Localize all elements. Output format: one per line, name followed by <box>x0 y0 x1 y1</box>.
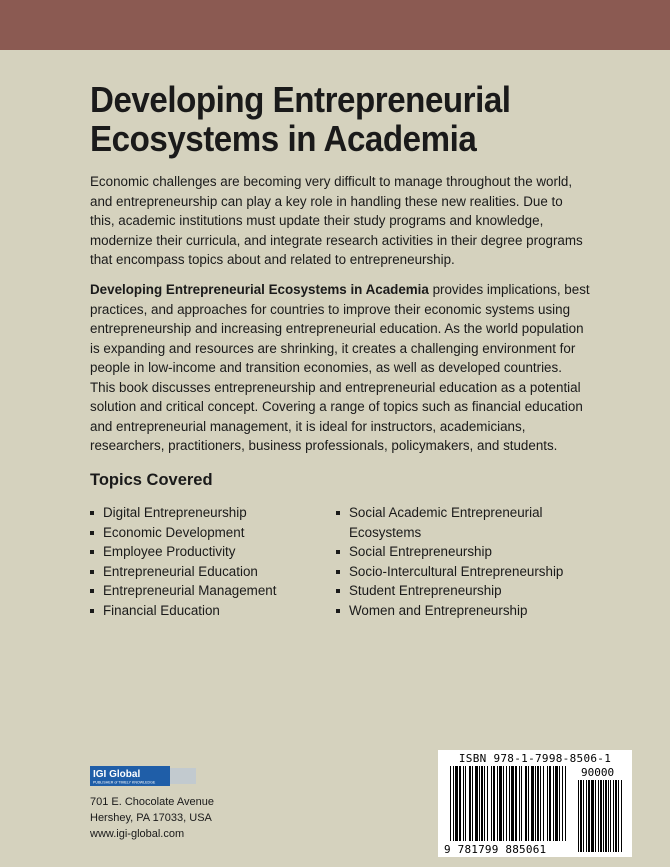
isbn-label: ISBN 978-1-7998-8506-1 <box>458 752 612 765</box>
barcode-addon-bar <box>598 780 599 852</box>
barcode-bar <box>493 766 495 841</box>
topic-item: Social Entrepreneurship <box>336 542 586 562</box>
barcode-bar <box>465 766 466 841</box>
barcode-bar <box>450 766 451 841</box>
barcode-bar <box>491 766 492 841</box>
barcode-bar <box>479 766 480 841</box>
barcode-bar <box>519 766 520 841</box>
top-color-band <box>0 0 670 50</box>
barcode-bar <box>481 766 483 841</box>
address-line-1: 701 E. Chocolate Avenue <box>90 796 214 808</box>
title-line-1: Developing Entrepreneurial <box>90 79 511 120</box>
topics-heading: Topics Covered <box>90 471 213 489</box>
barcode-addon-bar <box>621 780 622 852</box>
barcode-bar <box>515 766 517 841</box>
topic-item: Economic Development <box>90 523 330 543</box>
barcode-bar <box>565 766 566 841</box>
topic-item: Entrepreneurial Education <box>90 562 330 582</box>
barcode-addon-bar <box>591 780 594 852</box>
topics-list-right <box>336 503 586 621</box>
barcode-addon-bar <box>603 780 604 852</box>
barcode-addon-bar <box>608 780 609 852</box>
barcode-addon-bar <box>613 780 614 852</box>
barcode-addon-bar <box>578 780 579 852</box>
barcode-bar <box>506 766 507 841</box>
barcode-bar <box>455 766 458 841</box>
barcode-bar <box>487 766 488 841</box>
barcode-addon-bar <box>580 780 582 852</box>
barcode-bar <box>547 766 548 841</box>
barcode-addon-bar <box>583 780 584 852</box>
paragraph-2-book-title: Developing Entrepreneurial Ecosystems in Academia <box>90 282 429 297</box>
barcode-bar <box>459 766 461 841</box>
description-paragraph-2 <box>90 280 590 456</box>
barcode-bar <box>543 766 544 841</box>
topics-list-left <box>90 503 330 621</box>
barcode-bar <box>472 766 473 841</box>
barcode-bar <box>540 766 541 841</box>
title-line-2: Ecosystems in Academia <box>90 118 477 159</box>
barcode-bar <box>469 766 471 841</box>
barcode-addon-bar <box>618 780 619 852</box>
barcode-bar <box>484 766 485 841</box>
barcode-bar <box>537 766 539 841</box>
barcode-bar <box>463 766 464 841</box>
publisher-address <box>90 794 214 842</box>
logo-name: IGI Global <box>93 769 141 780</box>
barcode-bar <box>562 766 563 841</box>
barcode-bar <box>549 766 551 841</box>
barcode-bar <box>531 766 534 841</box>
topic-item: Women and Entrepreneurship <box>336 601 586 621</box>
barcode-addon-bar <box>610 780 611 852</box>
topic-item: Digital Entrepreneurship <box>90 503 330 523</box>
barcode-bar <box>475 766 478 841</box>
barcode-addon-bar <box>595 780 596 852</box>
barcode-bar <box>521 766 522 841</box>
barcode-bar <box>509 766 510 841</box>
barcode-bar <box>499 766 502 841</box>
address-line-2: Hershey, PA 17033, USA <box>90 812 212 824</box>
barcode-bar <box>553 766 554 841</box>
barcode-addon-bar <box>586 780 587 852</box>
igi-global-logo <box>90 766 196 786</box>
topic-item: Entrepreneurial Management <box>90 581 330 601</box>
barcode-bar <box>535 766 536 841</box>
barcode-number: 9 781799 885061 <box>444 843 547 856</box>
barcode-bar <box>503 766 504 841</box>
barcode-addon-bar <box>600 780 602 852</box>
barcode-bar <box>511 766 514 841</box>
topic-item: Student Entrepreneurship <box>336 581 586 601</box>
barcode-bar <box>453 766 454 841</box>
barcode-bar <box>497 766 498 841</box>
description-paragraph-1: Economic challenges are becoming very difficult to manage throughout the world, and entrepreneurship can play a key role in handling these new realities. Due to this, academic institutions must update their study programs and knowledge, modernize their curricula, and integrate research activities in their degree programs that encompass topics about and related to entrepreneurship. <box>90 174 583 267</box>
logo-tagline: PUBLISHER of TIMELY KNOWLEDGE <box>93 780 156 785</box>
isbn-barcode <box>438 750 632 857</box>
barcode-addon-number: 90000 <box>581 766 615 779</box>
topic-item: Financial Education <box>90 601 330 621</box>
barcode-addon-bar <box>588 780 590 852</box>
barcode-addon-bar <box>605 780 607 852</box>
topic-item: Socio-Intercultural Entrepreneurship <box>336 562 586 582</box>
barcode-addon-bar <box>615 780 617 852</box>
barcode-bar <box>525 766 527 841</box>
topic-item: Social Academic Entrepreneurial Ecosystems <box>336 503 586 542</box>
paragraph-2-text: provides implications, best practices, and approaches for countries to improve their economic systems using entrepreneurship and increasing entrepreneurial education. As the world population is expanding and resources are shrinking, it creates a challenging environment for people in low-income and transition economies, as well as developed countries. This book discusses entrepreneurship and entrepreneurial education as a potential solution and critical concept. Covering a range of topics such as financial education and entrepreneurial management, it is ideal for instructors, academicians, researchers, practitioners, business professionals, policymakers, and students. <box>90 282 590 453</box>
book-title <box>90 80 568 158</box>
topic-item: Employee Productivity <box>90 542 330 562</box>
barcode-bar <box>528 766 529 841</box>
barcode-bar <box>555 766 558 841</box>
publisher-website: www.igi-global.com <box>90 828 185 840</box>
barcode-bar <box>559 766 560 841</box>
